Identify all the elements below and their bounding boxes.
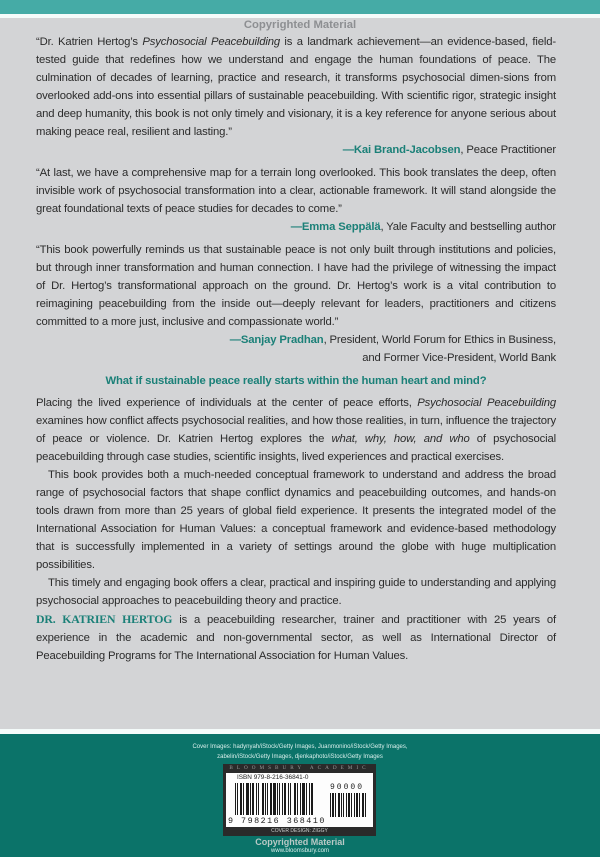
quote-text: is a landmark achievement—an evidence-based, field-tested guide that redefines how we understand and engage the human foundations of peace. The culmination of decades of learning, practice and research, it transforms psychosocial dimen-sions from overlooked add-ons into essential pillars of sustainable peacebuilding. With scientific rigor, strategic insight and deep humanity, this book is not only timely and visionary, it is a key reference for anyone serious about making peace real, resilient and lasting.” [36, 36, 556, 138]
barcode-bar [250, 783, 251, 815]
barcode-bar [306, 783, 307, 815]
endorsement-attribution [36, 218, 556, 236]
barcode-bar [256, 783, 257, 815]
barcode-bar [297, 783, 298, 815]
barcode-bar [294, 783, 296, 815]
barcode-bar [243, 783, 244, 815]
barcode-bar [279, 783, 280, 815]
barcode-bar [338, 793, 340, 817]
quote-text: “Dr. Katrien Hertog’s [36, 36, 143, 48]
copyright-watermark: Copyrighted Material [243, 19, 357, 31]
publisher-name: BLOOMSBURY ACADEMIC [229, 765, 370, 771]
barcode-bar [267, 783, 268, 815]
publisher-website: www.bloomsbury.com [271, 848, 329, 854]
headline: What if sustainable peace really starts within the human heart and mind? [105, 375, 487, 387]
barcode-bar [288, 783, 289, 815]
ean-digits: 9 798216 368410 [228, 816, 326, 826]
barcode-bar [332, 793, 334, 817]
description-paragraph: This timely and engaging book offers a clear, practical and inspiring guide to understanding and applying psychosocial approaches to peacebuilding theory and practice. [36, 577, 556, 607]
barcode-bar [252, 783, 254, 815]
barcode-bar [237, 783, 238, 815]
description-paragraph [36, 394, 556, 466]
description-text: examines how conflict affects psychosocial realities, and how those realities, in turn, influence the trajectory of peace or violence. Dr. Katrien Hertog explores the [36, 415, 556, 445]
endorsement-quote [36, 33, 556, 141]
endorsement-quote [36, 241, 556, 331]
endorsement [36, 164, 556, 236]
endorsement-attribution [36, 331, 556, 349]
barcode-bar [258, 783, 259, 815]
endorser-role: , Peace Practitioner [460, 144, 556, 156]
endorsement-attribution [36, 141, 556, 159]
endorser-role-continued: and Former Vice-President, World Bank [362, 352, 556, 364]
barcode-bar [351, 793, 352, 817]
barcode-bar [348, 793, 350, 817]
barcode-bar [262, 783, 264, 815]
barcode-bar [282, 783, 283, 815]
endorser-name: —Emma Seppälä [290, 221, 381, 233]
barcode-bar [273, 783, 276, 815]
book-title-italic: Psychosocial Peacebuilding [417, 397, 556, 409]
barcode-block [223, 764, 376, 836]
credits-line: zabelin/iStock/Getty Images, djenkaphoto/iStock/Getty Images [217, 754, 383, 760]
barcode-bar [277, 783, 278, 815]
barcode-bar [354, 793, 355, 817]
price-barcode [330, 793, 370, 817]
endorsement [36, 33, 556, 159]
back-cover-content [36, 33, 556, 665]
barcode-bar [311, 783, 313, 815]
barcode-bar [270, 783, 272, 815]
author-bio [36, 610, 556, 665]
barcode-watermark: Copyrighted Material [255, 837, 345, 847]
barcode-bar [346, 793, 347, 817]
book-title-italic: Psychosocial Peacebuilding [142, 36, 280, 48]
barcode-bar [265, 783, 266, 815]
emphasis-italic: what, why, how, and who [331, 433, 470, 445]
barcode-bar [300, 783, 301, 815]
barcode-bar [356, 793, 358, 817]
barcode-bar [365, 793, 366, 817]
credits-line: Cover Images: hadynyah/iStock/Getty Images, Juanmonino/iStock/Getty Images, [192, 744, 408, 750]
barcode-bar [290, 783, 291, 815]
quote-text: “This book powerfully reminds us that sustainable peace is not only built through institutions and policies, but through inner transformation and human connection. I have had the privilege of witnessing the impact of Dr. Hertog’s transformational approach on the ground. Dr. Hertog’s work is a vital contribution to reimagining peacebuilding from the inside out—deeply relevant for leaders, practitioners and citizens committed to a more just, inclusive and compassionate world.” [36, 244, 556, 328]
barcode-bar [309, 783, 310, 815]
barcode-bar [335, 793, 336, 817]
endorsement [36, 241, 556, 367]
top-color-band [0, 0, 600, 14]
description-text: of psychosocial peacebuilding through case studies, scientific insights, lived experiences and practical exercises. [36, 433, 556, 463]
isbn-text: ISBN 979-8-216-36841-0 [237, 774, 309, 781]
endorser-name: —Kai Brand-Jacobsen [342, 144, 461, 156]
barcode-bar [240, 783, 242, 815]
cover-image-credits [0, 742, 600, 762]
description-text: Placing the lived experience of individuals at the center of peace efforts, [36, 397, 418, 409]
barcode-bar [284, 783, 286, 815]
barcode-label [226, 773, 373, 827]
author-name: DR. KATRIEN HERTOG [36, 612, 173, 626]
endorser-role: , President, World Forum for Ethics in Business, [323, 334, 556, 346]
barcode-bar [302, 783, 305, 815]
endorsement-quote [36, 164, 556, 218]
barcode-bar [330, 793, 331, 817]
barcode-bar [341, 793, 342, 817]
quote-text: “At last, we have a comprehensive map for a terrain long overlooked. This book translates the deep, often invisible work of psychosocial transformation into a clear, actionable framework. It will stand alongside the great foundational texts of peace studies for decades to come.” [36, 167, 556, 215]
ean-barcode [235, 783, 321, 815]
barcode-bar [362, 793, 364, 817]
cover-design-credit: COVER DESIGN: ZIGGY [271, 828, 328, 834]
price-code: 90000 [330, 783, 365, 792]
author-bio-text: is a peacebuilding researcher, trainer and practitioner with 25 years of experience in the academic and non-governmental sector, as well as International Director of Peacebuilding Programs for The International Association for Human Values. [36, 614, 556, 662]
endorser-role: , Yale Faculty and bestselling author [380, 221, 556, 233]
barcode-bar [343, 793, 344, 817]
barcode-bar [246, 783, 249, 815]
barcode-bar [359, 793, 360, 817]
description-paragraph: This book provides both a much-needed conceptual framework to understand and address the broad range of psychosocial factors that shape conflict dynamics and peacebuilding outcomes, and hands-on tools drawn from more than 25 years of global field experience. It presents the integrated model of the International Association for Human Values: a conceptual framework and evidence-based methodology that is successfully implemented in a variety of settings around the globe with huge multiplication possibilities. [36, 469, 556, 571]
barcode-bar [235, 783, 236, 815]
endorser-name: —Sanjay Pradhan [229, 334, 324, 346]
